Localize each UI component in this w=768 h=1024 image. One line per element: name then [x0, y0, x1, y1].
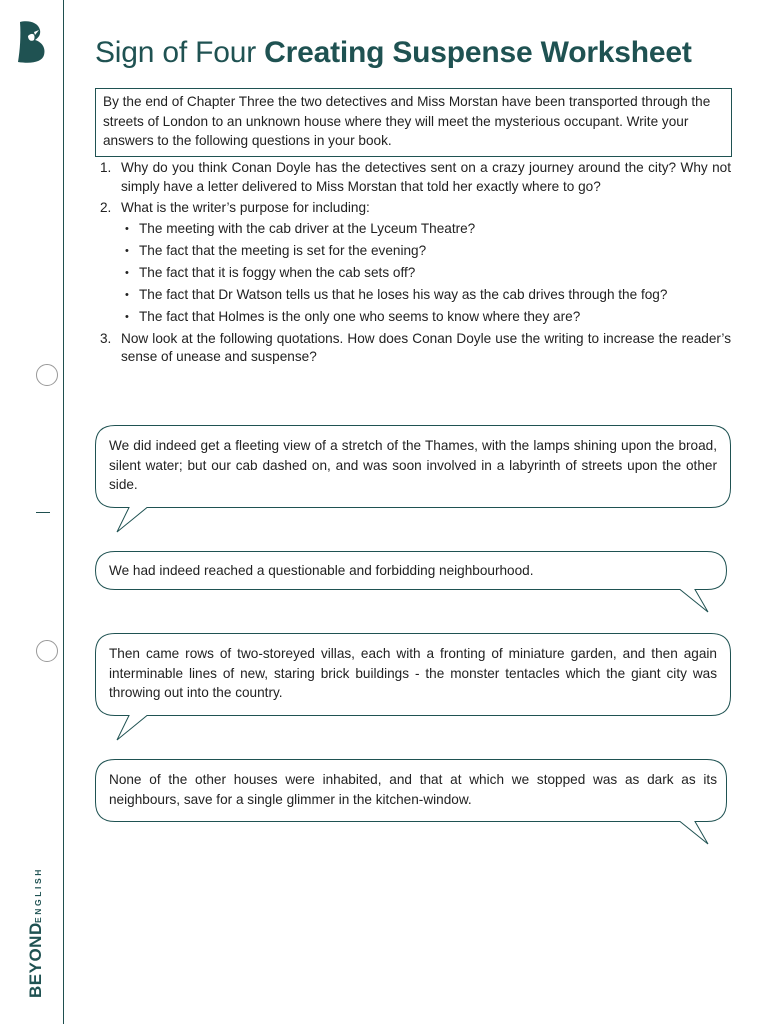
quote-bubble-1 [95, 425, 731, 535]
bullet-icon: • [125, 310, 129, 323]
list-item [121, 220, 731, 239]
intro-box: By the end of Chapter Three the two detectives and Miss Morstan have been transported through the streets of London to an unknown house where they will meet the mysterious occupant. Write your answers to the following questions in your book. [95, 88, 732, 157]
quote-bubble-4 [95, 759, 731, 847]
question-text: What is the writer’s purpose for including: [121, 200, 370, 215]
page-title [95, 36, 755, 70]
fold-mark [36, 512, 50, 513]
quote-bubble-3 [95, 633, 731, 743]
list-item [121, 308, 731, 327]
bullet-text: The fact that it is foggy when the cab sets off? [139, 264, 416, 280]
question-number: 2. [100, 200, 112, 215]
brand-wordmark [17, 840, 53, 1000]
title-light: Sign of Four [95, 36, 265, 69]
list-item [121, 242, 731, 261]
margin-rule [63, 0, 64, 1024]
svg-text:BEYOND: BEYOND [26, 922, 45, 998]
bullet-icon: • [125, 222, 129, 235]
quote-text: None of the other houses were inhabited, and that at which we stopped was as dark as its neighbours, save for a single glimmer in the kitchen-window. [109, 772, 717, 807]
punch-hole-icon [36, 640, 58, 662]
quote-text: We did indeed get a fleeting view of a stretch of the Thames, with the lamps shining upon the broad, silent water; but our cab dashed on, and was soon involved in a labyrinth of streets upon the other side. [109, 438, 717, 492]
bullet-text: The fact that Dr Watson tells us that he loses his way as the cab drives through the fog? [139, 286, 668, 302]
question-text: Why do you think Conan Doyle has the detectives sent on a crazy journey around the city? Why not simply have a letter delivered to Miss Morstan that told her exactly where to go? [121, 160, 731, 194]
bird-b-logo-icon [14, 20, 50, 64]
bullet-text: The meeting with the cab driver at the Lyceum Theatre? [139, 220, 476, 236]
bullet-list [121, 220, 731, 327]
bullet-text: The fact that the meeting is set for the evening? [139, 242, 427, 258]
title-bold: Creating Suspense Worksheet [264, 36, 692, 69]
bullet-icon: • [125, 266, 129, 279]
quote-text: Then came rows of two-storeyed villas, each with a fronting of miniature garden, and then again interminable lines of new, staring brick buildings - the monster tentacles which the giant city was throwing out into the country. [109, 646, 717, 700]
question-list [100, 159, 731, 370]
bullet-icon: • [125, 244, 129, 257]
quote-bubble-2 [95, 551, 731, 613]
question-2 [100, 199, 731, 326]
question-number: 1. [100, 160, 112, 175]
svg-text:ENGLISH: ENGLISH [33, 867, 43, 923]
question-number: 3. [100, 330, 112, 346]
bullet-icon: • [125, 288, 129, 301]
quote-text: We had indeed reached a questionable and forbidding neighbourhood. [109, 563, 534, 578]
punch-hole-icon [36, 364, 58, 386]
bullet-text: The fact that Holmes is the only one who seems to know where they are? [139, 308, 581, 324]
list-item [121, 286, 731, 305]
question-3 [100, 330, 731, 367]
list-item [121, 264, 731, 283]
question-text: Now look at the following quotations. How does Conan Doyle use the writing to increase the reader’s sense of unease and suspense? [121, 330, 731, 364]
question-1 [100, 159, 731, 196]
